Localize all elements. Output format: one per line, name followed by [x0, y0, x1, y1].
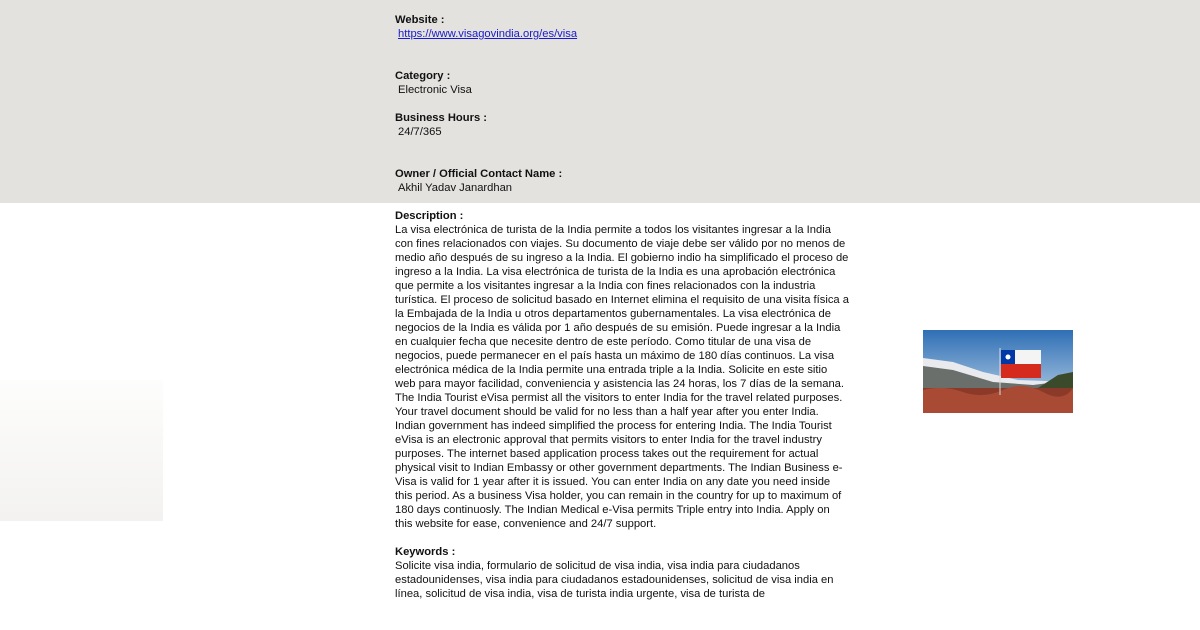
sidebar-panel	[0, 380, 163, 521]
description-field	[395, 209, 850, 531]
chile-flag-landscape-image	[923, 330, 1073, 413]
category-value: Electronic Visa	[398, 84, 472, 96]
keywords-field	[395, 545, 850, 601]
business-hours-label: Business Hours :	[395, 112, 488, 124]
description-text: La visa electrónica de turista de la India permite a todos los visitantes ingresar a la India con fines relacionados con viajes. Su documento de viaje debe ser válido por no menos de medio año después de su ingreso a la India. El gobierno indio ha simplificado el proceso de ingreso a la India. La visa electrónica de turista de la India es una aprobación electrónica que permite a los visitantes ingresar a la India con fines relacionados con la industria turística. El proceso de solicitud basado en Internet elimina el requisito de una visita física a la Embajada de la India u otros departamentos gubernamentales. La visa electrónica de negocios de la India es válida por 1 año después de su emisión. Puede ingresar a la India en cualquier fecha que necesite dentro de este período. Como titular de una visa de negocios, puede permanecer en el país hasta un máximo de 180 días continuos. La visa electrónica médica de la India permite una entrada triple a la India. Solicite en este sitio web para mayor facilidad, conveniencia y asistencia las 24 horas, los 7 días de la semana. The India Tourist eVisa permist all the visitors to enter India for the travel related purposes. Your travel document should be valid for no less than a half year after you enter India. Indian government has indeed simplified the process for entering India. The India Tourist eVisa is an electronic approval that permits visitors to enter India for the travel industry purposes. The internet based application process takes out the requirement for actual physical visit to Indian Embassy or other government departments. The Indian Business e-Visa is valid for 1 year after it is issued. You can enter India on any date you need inside this period. As a business Visa holder, you can remain in the country for up to maximum of 180 days continuosly. The Indian Medical e-Visa permits Triple entry into India. Apply on this website for ease, convenience and 24/7 support.	[395, 224, 849, 530]
owner-label: Owner / Official Contact Name :	[395, 168, 563, 180]
listing-photo	[923, 330, 1073, 413]
keywords-label: Keywords :	[395, 546, 456, 558]
category-field	[395, 69, 850, 97]
website-label: Website :	[395, 14, 445, 26]
listing-details	[395, 13, 850, 601]
owner-value: Akhil Yadav Janardhan	[398, 182, 513, 194]
owner-field	[395, 167, 850, 195]
description-label: Description :	[395, 210, 464, 222]
business-hours-field	[395, 111, 850, 139]
website-link[interactable]: https://www.visagovindia.org/es/visa	[398, 28, 578, 40]
keywords-text: Solicite visa india, formulario de solicitud de visa india, visa india para ciudadanos estadounidenses, visa india para ciudadanos estadounidenses, solicitud de visa india en línea, solicitud de visa india, visa de turista india urgente, visa de turista de	[395, 560, 834, 600]
website-field	[395, 13, 850, 41]
business-hours-value: 24/7/365	[398, 126, 442, 138]
category-label: Category :	[395, 70, 451, 82]
